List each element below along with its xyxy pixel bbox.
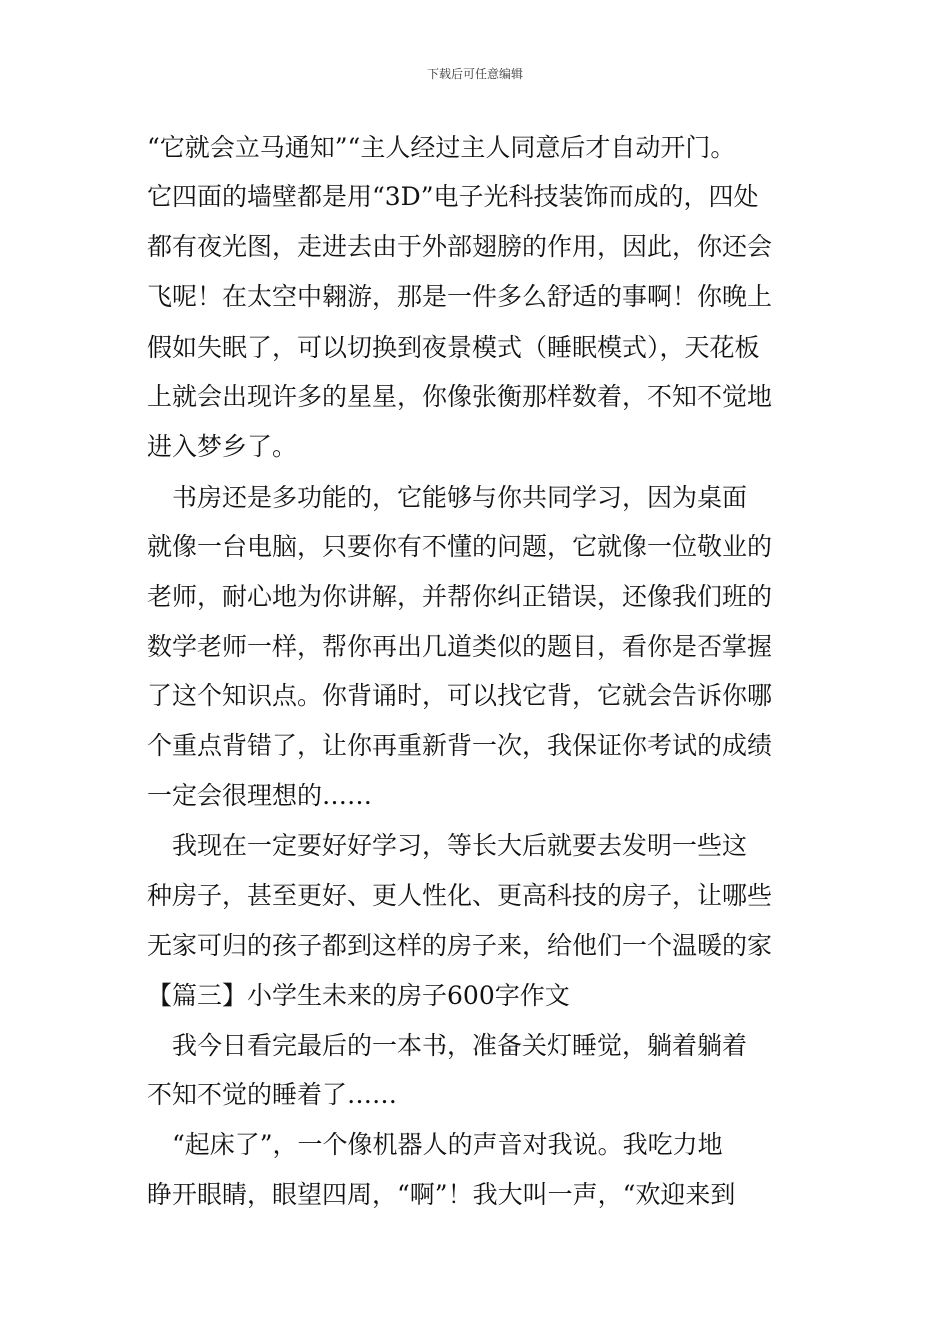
- text-line: “起床了”，一个像机器人的声音对我说。我吃力地: [147, 1130, 723, 1159]
- text-line: 我现在一定要好好学习，等长大后就要去发明一些这: [147, 831, 748, 860]
- text-line: 了这个知识点。你背诵时，可以找它背，它就会告诉你哪: [147, 681, 773, 710]
- page-header: 下载后可任意编辑: [426, 67, 523, 81]
- text-line: 无家可归的孩子都到这样的房子来，给他们一个温暖的家: [147, 931, 773, 960]
- text-line: 都有夜光图，走进去由于外部翅膀的作用，因此，你还会: [147, 232, 773, 261]
- text-line: 数学老师一样，帮你再出几道类似的题目，看你是否掌握: [147, 632, 773, 661]
- text-line: 假如失眠了，可以切换到夜景模式（睡眠模式），天花板: [147, 333, 760, 362]
- text-line: “它就会立马通知”“主人经过主人同意后才自动开门。: [147, 133, 736, 162]
- text-line: 不知不觉的睡着了……: [147, 1080, 398, 1109]
- text-line: 睁开眼睛，眼望四周，“啊”！我大叫一声，“欢迎来到: [147, 1180, 736, 1209]
- text-line: 个重点背错了，让你再重新背一次，我保证你考试的成绩: [147, 731, 773, 760]
- text-line: 书房还是多功能的，它能够与你共同学习，因为桌面: [147, 483, 748, 512]
- text-line: 它四面的墙壁都是用“3D”电子光科技装饰而成的，四处: [147, 182, 759, 211]
- text-line: 老师，耐心地为你讲解，并帮你纠正错误，还像我们班的: [147, 582, 773, 611]
- text-line: 就像一台电脑，只要你有不懂的问题，它就像一位敬业的: [147, 532, 773, 561]
- text-line: 种房子，甚至更好、更人性化、更高科技的房子，让哪些: [147, 881, 773, 910]
- text-line: 飞呢！在太空中翱游，那是一件多么舒适的事啊！你晚上: [147, 282, 773, 311]
- text-line: 一定会很理想的……: [147, 781, 373, 810]
- text-line: 上就会出现许多的星星，你像张衡那样数着，不知不觉地: [147, 382, 773, 411]
- text-line: 进入梦乡了。: [147, 432, 298, 461]
- text-line: 我今日看完最后的一本书，准备关灯睡觉，躺着躺着: [147, 1031, 748, 1060]
- section-heading: 【篇三】小学生未来的房子600字作文: [147, 981, 570, 1010]
